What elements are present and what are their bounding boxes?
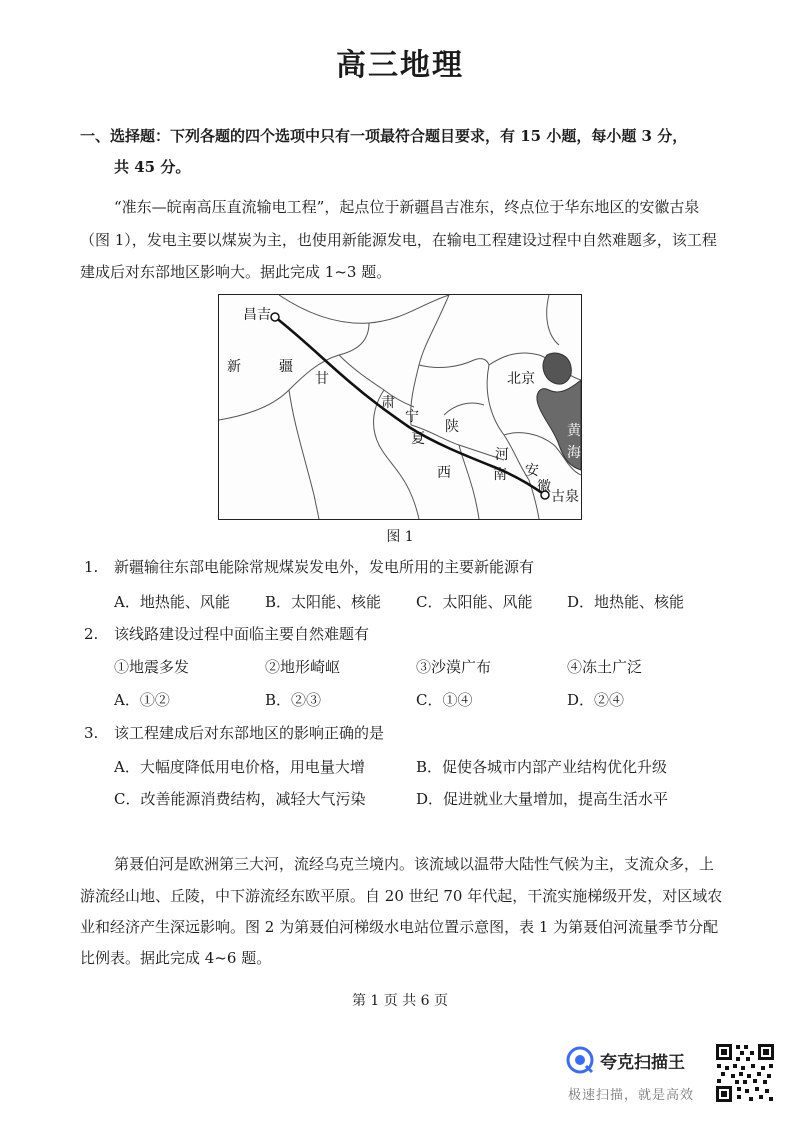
qr-code-icon xyxy=(714,1042,776,1104)
question-stem: 该工程建成后对东部地区的影响正确的是 xyxy=(114,724,385,742)
figure1-caption: 图 1 xyxy=(386,529,414,545)
label-guquan: 古泉 xyxy=(551,489,579,505)
label-xin: 新 xyxy=(227,359,241,375)
passage1-line1: “准东—皖南高压直流输电工程”，起点位于新疆昌吉准东，终点位于华东地区的安徽古泉 xyxy=(114,198,700,216)
label-nan: 南 xyxy=(493,467,507,483)
figure1-map xyxy=(218,294,582,520)
province-border xyxy=(219,323,369,420)
option-a: A．地热能、风能 xyxy=(114,593,230,611)
label-su: 肃 xyxy=(381,395,395,411)
option-c: C．改善能源消费结构，减轻大气污染 xyxy=(114,790,366,808)
label-gan: 甘 xyxy=(315,371,329,387)
passage1-line2: （图 1），发电主要以煤炭为主，也使用新能源发电，在输电工程建设过程中自然难题多，该工程 xyxy=(80,231,717,249)
option-d: D．②④ xyxy=(567,691,625,709)
label-shaan: 陕 xyxy=(445,419,459,435)
option-d: D．促进就业大量增加，提高生活水平 xyxy=(416,790,669,808)
option-c: C．①④ xyxy=(416,691,473,709)
label-hui: 徽 xyxy=(537,479,551,495)
label-beijing: 北京 xyxy=(507,371,535,387)
option-b: B．促使各城市内部产业结构优化升级 xyxy=(416,758,668,776)
option-c: C．太阳能、风能 xyxy=(416,593,533,611)
section-heading-line2: 共 45 分。 xyxy=(114,158,191,176)
question-number: 1. xyxy=(84,558,99,576)
passage2-line1: 第聂伯河是欧洲第三大河，流经乌克兰境内。该流域以温带大陆性气候为主，支流众多，上 xyxy=(114,855,715,873)
statement-item: ③沙漠广布 xyxy=(416,658,492,676)
question-number: 3. xyxy=(84,724,99,742)
label-an: 安 xyxy=(525,463,539,479)
label-changji: 昌吉 xyxy=(243,307,271,323)
bohai-region xyxy=(543,353,571,384)
option-a: A．大幅度降低用电价格，用电量大增 xyxy=(114,758,365,776)
label-xi: 西 xyxy=(437,465,451,481)
question-stem: 新疆输往东部电能除常规煤炭发电外，发电所用的主要新能源有 xyxy=(114,558,535,576)
page-footer: 第 1 页 共 6 页 xyxy=(351,993,449,1009)
label-he: 河 xyxy=(495,447,509,463)
statement-item: ①地震多发 xyxy=(114,658,190,676)
scanner-app-name: 夸克扫描王 xyxy=(600,1053,685,1073)
label-huang: 黄 xyxy=(567,423,581,439)
scanner-slogan: 极速扫描，就是高效 xyxy=(568,1088,695,1103)
passage2-line2: 游流经山地、丘陵，中下游流经东欧平原。自 20 世纪 70 年代起，干流实施梯级开发，对区域农 xyxy=(80,887,723,905)
option-b: B．②③ xyxy=(265,691,322,709)
province-border xyxy=(547,295,559,345)
province-border xyxy=(289,390,319,519)
section-heading-line1: 一、选择题：下列各题的四个选项中只有一项最符合题目要求，有 15 小题，每小题 3 分， xyxy=(80,127,688,145)
scanner-watermark xyxy=(566,1042,796,1114)
option-b: B．太阳能、核能 xyxy=(265,593,382,611)
page-title: 高三地理 xyxy=(336,48,464,83)
label-xia: 夏 xyxy=(411,431,425,447)
question-stem: 该线路建设过程中面临主要自然难题有 xyxy=(114,625,370,643)
start-point-changji xyxy=(271,313,279,321)
statement-item: ④冻土广泛 xyxy=(567,658,643,676)
option-a: A．①② xyxy=(114,691,170,709)
label-ning: 宁 xyxy=(405,409,419,425)
province-border xyxy=(444,403,484,415)
label-hai: 海 xyxy=(567,445,581,461)
question-number: 2. xyxy=(84,625,99,643)
province-border xyxy=(411,295,449,425)
passage2-line3: 业和经济产生深远影响。图 2 为第聂伯河梯级水电站位置示意图，表 1 为第聂伯河流量季节分配 xyxy=(80,918,719,936)
passage1-line3: 建成后对东部地区影响大。据此完成 1~3 题。 xyxy=(80,263,392,281)
statement-item: ②地形崎岖 xyxy=(265,658,341,676)
province-border xyxy=(279,295,449,323)
label-jiang: 疆 xyxy=(279,359,293,375)
passage2-line4: 比例表。据此完成 4~6 题。 xyxy=(80,949,272,967)
province-border xyxy=(419,359,489,368)
scanner-logo-icon xyxy=(566,1046,594,1074)
option-d: D．地热能、核能 xyxy=(567,593,685,611)
